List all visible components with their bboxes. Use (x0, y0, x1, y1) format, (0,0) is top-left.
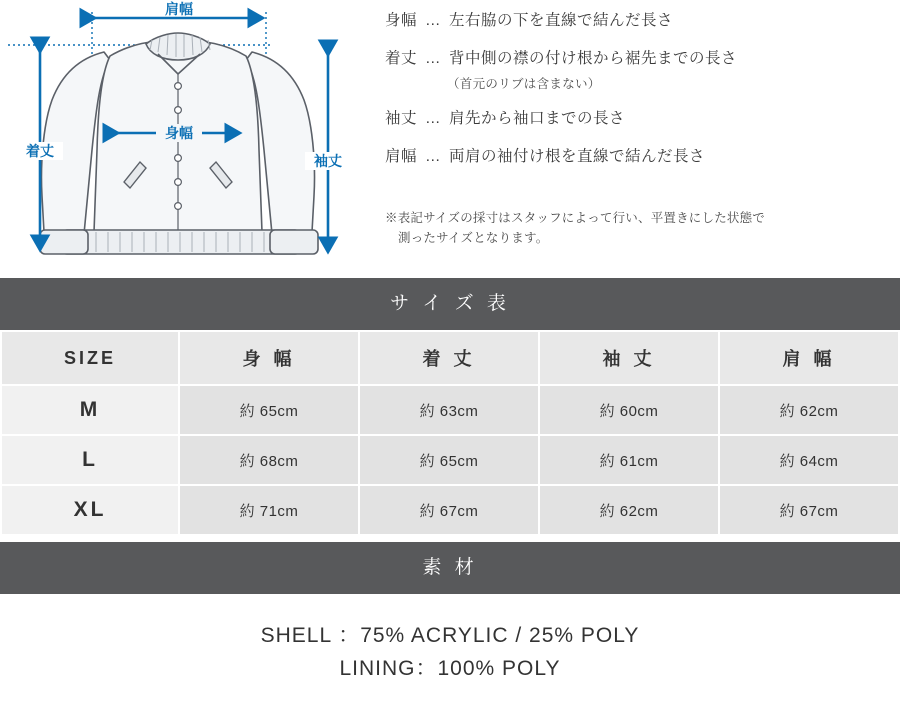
cell-m-chest: 約 65cm (179, 385, 359, 435)
legend-term: 着丈 (385, 50, 418, 67)
cell-xl-sleeve: 約 62cm (539, 485, 719, 535)
column-header-chest: 身 幅 (179, 331, 359, 385)
table-row (1, 485, 899, 535)
material-content (0, 594, 900, 685)
legend-definition: 両肩の袖付け根を直線で結んだ長さ (449, 148, 706, 165)
material-header: 素 材 (0, 542, 900, 594)
column-header-size: SIZE (1, 331, 179, 385)
illustration-label-chest: 身幅 (165, 125, 193, 141)
table-row (1, 435, 899, 485)
measurement-note (385, 208, 885, 248)
column-header-sleeve: 袖 丈 (539, 331, 719, 385)
legend-dots: … (425, 110, 442, 127)
cell-l-chest: 約 68cm (179, 435, 359, 485)
row-label-m: M (1, 385, 179, 435)
cell-l-shoulder: 約 64cm (719, 435, 899, 485)
cell-xl-shoulder: 約 67cm (719, 485, 899, 535)
cell-m-length: 約 63cm (359, 385, 539, 435)
cell-l-length: 約 65cm (359, 435, 539, 485)
illustration-label-sleeve: 袖丈 (314, 153, 342, 169)
note-line-2: 測ったサイズとなります。 (398, 231, 549, 245)
column-header-length: 着 丈 (359, 331, 539, 385)
illustration-label-length: 着丈 (26, 143, 54, 159)
table-row (1, 385, 899, 435)
legend-term: 肩幅 (385, 148, 418, 165)
cell-xl-chest: 約 71cm (179, 485, 359, 535)
cell-xl-length: 約 67cm (359, 485, 539, 535)
legend-definition: 左右脇の下を直線で結んだ長さ (449, 12, 674, 29)
column-header-shoulder: 肩 幅 (719, 331, 899, 385)
table-header-row (1, 331, 899, 385)
top-section (0, 0, 900, 278)
cell-m-sleeve: 約 60cm (539, 385, 719, 435)
illustration-label-shoulder: 肩幅 (165, 1, 193, 17)
legend-item-sleeve (385, 106, 885, 128)
legend-definition: 背中側の襟の付け根から裾先までの長さ (449, 50, 738, 67)
material-line-shell: SHELL ：75% ACRYLIC / 25% POLY (260, 624, 640, 647)
material-line-lining: LINING：100% POLY (339, 656, 561, 680)
legend-subnote: （首元のリブは含まない） (447, 77, 601, 91)
cell-m-shoulder: 約 62cm (719, 385, 899, 435)
legend-definition: 肩先から袖口までの長さ (449, 110, 626, 127)
legend-item-shoulder (385, 144, 885, 166)
legend-term: 袖丈 (385, 110, 418, 127)
cell-l-sleeve: 約 61cm (539, 435, 719, 485)
legend-item-chest (385, 8, 885, 30)
garment-illustration (0, 0, 365, 278)
legend-dots: … (425, 148, 442, 165)
legend-item-length (385, 46, 885, 68)
legend-dots: … (425, 12, 442, 29)
legend-term: 身幅 (385, 12, 418, 29)
measurement-legend (385, 8, 885, 182)
size-table-header: サ イ ズ 表 (0, 278, 900, 330)
legend-dots: … (425, 50, 442, 67)
size-table (0, 330, 900, 536)
note-line-1: ※表記サイズの採寸はスタッフによって行い、平置きにした状態で (385, 211, 766, 225)
row-label-l: L (1, 435, 179, 485)
row-label-xl: XL (1, 485, 179, 535)
